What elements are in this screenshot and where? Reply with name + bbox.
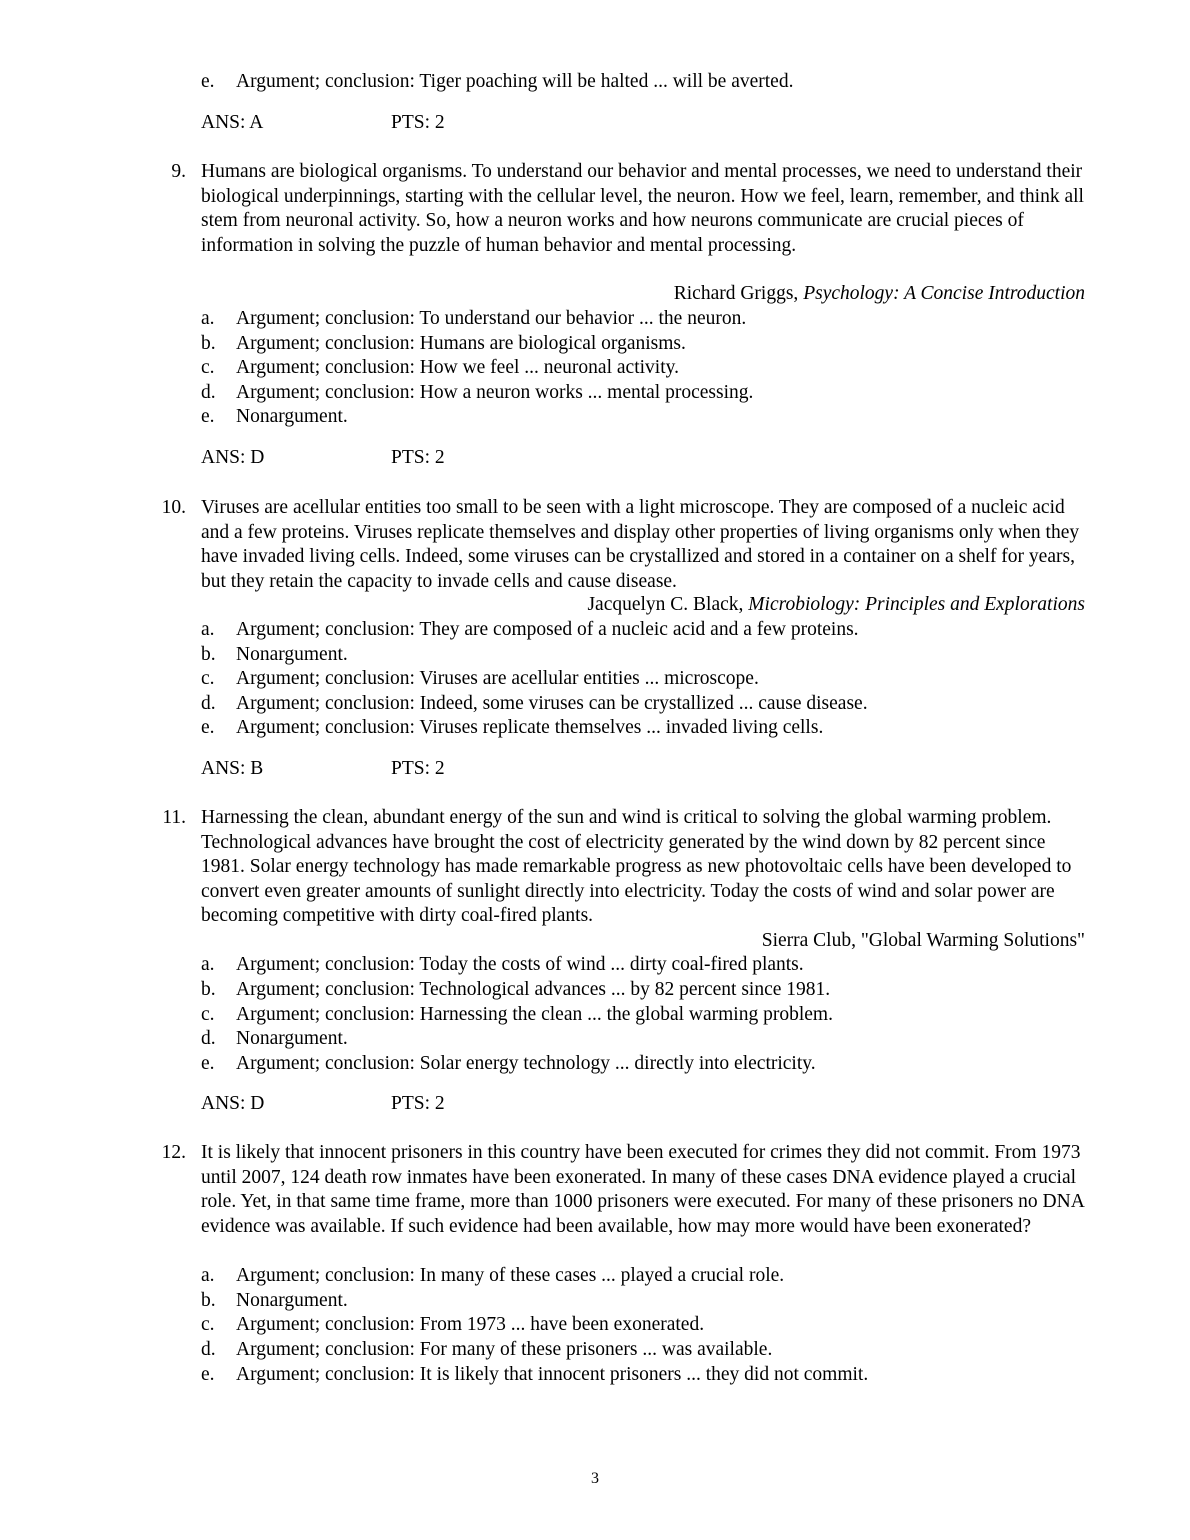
question-citation (674, 282, 1085, 306)
option-letter: a. (201, 954, 215, 975)
option-letter: b. (201, 1290, 216, 1311)
answer-label: ANS: A (201, 112, 264, 133)
option-text: Nonargument. (236, 406, 348, 427)
option-letter: e. (201, 1364, 215, 1385)
option-text: Argument; conclusion: Humans are biological organisms. (236, 333, 686, 354)
option-letter: b. (201, 979, 216, 1000)
option-text: Argument; conclusion: Tiger poaching will be halted ... will be averted. (236, 71, 794, 92)
option-text: Argument; conclusion: Harnessing the clean ... the global warming problem. (236, 1004, 833, 1025)
question-number: 9. (171, 161, 186, 182)
citation-author: Richard Griggs, (673, 283, 804, 304)
answer-label: ANS: D (201, 447, 265, 468)
answer-label: ANS: B (201, 758, 264, 779)
option-text: Argument; conclusion: In many of these cases ... played a crucial role. (236, 1265, 785, 1286)
points-label: PTS: 2 (391, 112, 445, 133)
points-label: PTS: 2 (391, 758, 445, 779)
option-text: Argument; conclusion: For many of these prisoners ... was available. (236, 1339, 773, 1360)
option-letter: a. (201, 619, 215, 640)
option-text: Argument; conclusion: They are composed of a nucleic acid and a few proteins. (236, 619, 859, 640)
option-text: Argument; conclusion: Viruses are acellular entities ... microscope. (236, 668, 759, 689)
option-letter: c. (201, 357, 215, 378)
option-text: Argument; conclusion: Solar energy technology ... directly into electricity. (236, 1053, 816, 1074)
option-text: Argument; conclusion: Indeed, some viruses can be crystallized ... cause disease. (236, 693, 868, 714)
question-citation (762, 929, 1085, 953)
option-letter: c. (201, 668, 215, 689)
question-number: 10. (161, 497, 186, 518)
option-text: Argument; conclusion: It is likely that innocent prisoners ... they did not commit. (236, 1364, 869, 1385)
option-letter: c. (201, 1004, 215, 1025)
page-number: 3 (591, 1470, 599, 1487)
option-text: Argument; conclusion: Technological advances ... by 82 percent since 1981. (236, 979, 831, 1000)
option-text: Argument; conclusion: How we feel ... neuronal activity. (236, 357, 679, 378)
option-text: Nonargument. (236, 1028, 348, 1049)
question-text: It is likely that innocent prisoners in this country have been executed for crimes they did not commit. From 1973 until 2007, 124 death row inmates have been exonerated. In many of these cases DNA evidence played a crucial role. Yet, in that same time frame, more than 1000 prisoners were executed. For many of these prisoners no DNA evidence was available. If such evidence had been available, how may more would have been exonerated? (201, 1142, 1084, 1237)
question-text: Humans are biological organisms. To understand our behavior and mental processes, we need to understand their biological underpinnings, starting with the cellular level, the neuron. How we feel, learn, remember, and think all stem from neuronal activity. So, how a neuron works and how neurons communicate are crucial pieces of information in solving the puzzle of human behavior and mental processing. (201, 161, 1084, 256)
option-text: Argument; conclusion: How a neuron works ... mental processing. (236, 382, 754, 403)
option-text: Argument; conclusion: To understand our behavior ... the neuron. (236, 308, 747, 329)
option-letter: a. (201, 1265, 215, 1286)
option-letter: e. (201, 71, 215, 92)
question-text: Viruses are acellular entities too small to be seen with a light microscope. They are composed of a nucleic acid and a few proteins. Viruses replicate themselves and display other properties of living organisms only when they have invaded living cells. Indeed, some viruses can be crystallized and stored in a container on a shelf for years, but they retain the capacity to invade cells and cause disease. (201, 497, 1080, 592)
points-label: PTS: 2 (391, 1093, 445, 1114)
option-letter: d. (201, 382, 216, 403)
question-number: 12. (161, 1142, 186, 1163)
question-citation (587, 593, 1085, 617)
option-text: Nonargument. (236, 644, 348, 665)
option-letter: e. (201, 1053, 215, 1074)
option-letter: e. (201, 406, 215, 427)
option-letter: d. (201, 1339, 216, 1360)
option-letter: d. (201, 1028, 216, 1049)
answer-label: ANS: D (201, 1093, 265, 1114)
option-text: Nonargument. (236, 1290, 348, 1311)
question-number: 11. (162, 807, 186, 828)
option-text: Argument; conclusion: Today the costs of wind ... dirty coal-fired plants. (236, 954, 804, 975)
option-letter: b. (201, 333, 216, 354)
option-letter: e. (201, 717, 215, 738)
option-letter: a. (201, 308, 215, 329)
citation-title: Microbiology: Principles and Explorations (748, 594, 1085, 615)
option-letter: d. (201, 693, 216, 714)
points-label: PTS: 2 (391, 447, 445, 468)
option-letter: c. (201, 1314, 215, 1335)
citation-author: Sierra Club, "Global Warming Solutions" (761, 930, 1085, 951)
question-text: Harnessing the clean, abundant energy of the sun and wind is critical to solving the global warming problem. Technological advances have brought the cost of electricity generated by the wind down by 82 percent since 1981. Solar energy technology has made remarkable progress as new photovoltaic cells have been developed to convert even greater amounts of sunlight directly into electricity. Today the costs of wind and solar power are becoming competitive with dirty coal-fired plants. (201, 807, 1072, 926)
citation-author: Jacquelyn C. Black, (587, 594, 749, 615)
option-text: Argument; conclusion: From 1973 ... have been exonerated. (236, 1314, 705, 1335)
option-text: Argument; conclusion: Viruses replicate themselves ... invaded living cells. (236, 717, 824, 738)
option-letter: b. (201, 644, 216, 665)
citation-title: Psychology: A Concise Introduction (803, 283, 1085, 304)
